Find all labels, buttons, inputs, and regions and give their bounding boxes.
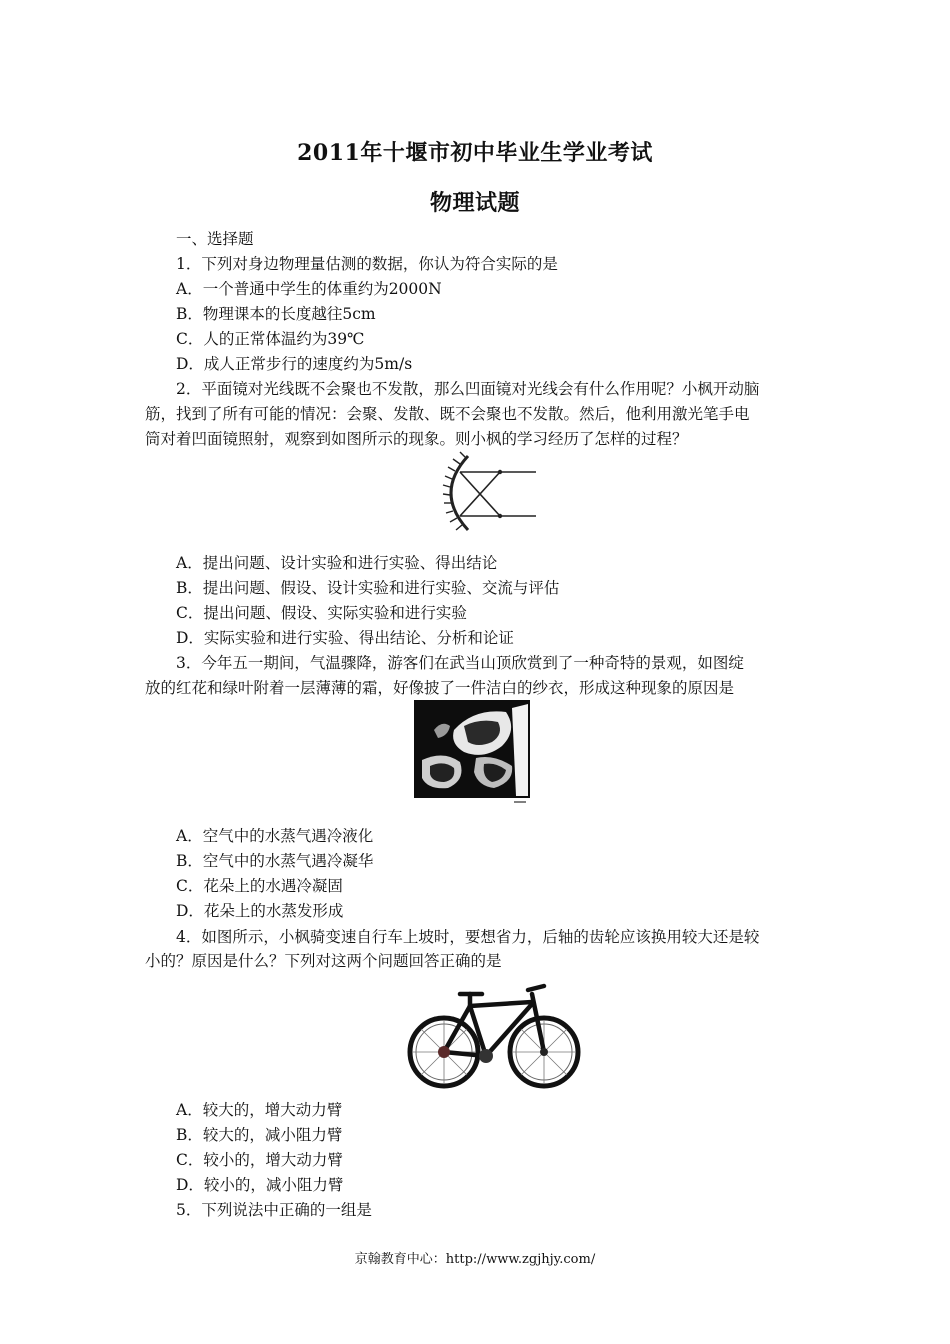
- q3-stem-line2: 放的红花和绿叶附着一层薄薄的霜，好像披了一件洁白的纱衣，形成这种现象的原因是: [145, 679, 735, 697]
- bicycle-photo: [406, 980, 582, 1096]
- q4-option-a: A．较大的，增大动力臂: [176, 1101, 343, 1119]
- q4-option-b: B．较大的，减小阻力臂: [176, 1126, 343, 1144]
- q4-option-d: D．较小的，减小阻力臂: [176, 1176, 344, 1194]
- q2-stem-line1: 2．平面镜对光线既不会聚也不发散，那么凹面镜对光线会有什么作用呢？小枫开动脑: [176, 380, 760, 398]
- q1-stem: 1．下列对身边物理量估测的数据，你认为符合实际的是: [176, 255, 558, 273]
- q2-option-b: B．提出问题、假设、设计实验和进行实验、交流与评估: [176, 579, 560, 597]
- q3-option-b: B．空气中的水蒸气遇冷凝华: [176, 852, 374, 870]
- q3-option-a: A．空气中的水蒸气遇冷液化: [176, 827, 374, 845]
- concave-mirror-figure: [440, 450, 540, 536]
- q4-stem-line1: 4．如图所示，小枫骑变速自行车上坡时，要想省力，后轴的齿轮应该换用较大还是较: [176, 928, 760, 946]
- frost-flower-photo: [414, 700, 530, 804]
- q3-option-c: C．花朵上的水遇冷凝固: [176, 877, 343, 895]
- q1-option-b: B．物理课本的长度越往5cm: [176, 305, 376, 323]
- q1-option-a: A．一个普通中学生的体重约为2000N: [176, 280, 442, 298]
- q3-stem-line1: 3．今年五一期间，气温骤降，游客们在武当山顶欣赏到了一种奇特的景观，如图绽: [176, 654, 744, 672]
- exam-subtitle: 物理试题: [429, 190, 520, 216]
- q4-stem-line2: 小的？原因是什么？下列对这两个问题回答正确的是: [145, 952, 502, 970]
- q1-option-d: D．成人正常步行的速度约为5m/s: [176, 355, 413, 373]
- exam-title: 2011年十堰市初中毕业生学业考试: [297, 140, 653, 166]
- section-heading: 一、选择题: [176, 230, 254, 248]
- q2-stem-line3: 筒对着凹面镜照射，观察到如图所示的现象。则小枫的学习经历了怎样的过程？: [145, 430, 688, 448]
- q2-option-a: A．提出问题、设计实验和进行实验、得出结论: [176, 554, 498, 572]
- q3-option-d: D．花朵上的水蒸发形成: [176, 902, 344, 920]
- page-footer: 京翰教育中心：http://www.zgjhjy.com/: [354, 1252, 596, 1267]
- q2-option-d: D．实际实验和进行实验、得出结论、分析和论证: [176, 629, 514, 647]
- q1-option-c: C．人的正常体温约为39℃: [176, 330, 365, 348]
- q2-option-c: C．提出问题、假设、实际实验和进行实验: [176, 604, 467, 622]
- q4-option-c: C．较小的，增大动力臂: [176, 1151, 343, 1169]
- q2-stem-line2: 筋，找到了所有可能的情况：会聚、发散、既不会聚也不发散。然后，他利用激光笔手电: [145, 405, 750, 423]
- q5-stem: 5．下列说法中正确的一组是: [176, 1201, 372, 1219]
